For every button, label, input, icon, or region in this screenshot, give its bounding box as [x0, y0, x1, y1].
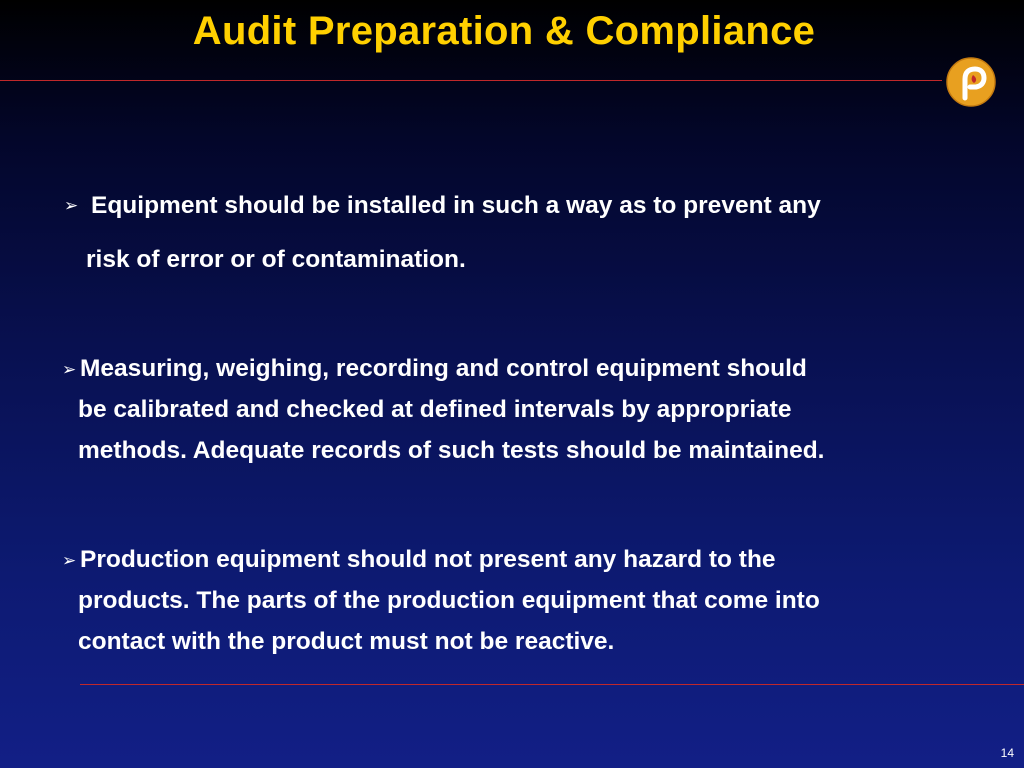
bullet-arrow-icon: ➢	[62, 360, 77, 379]
bullet-line: contact with the product must not be reactive.	[78, 628, 615, 655]
bottom-divider	[80, 684, 1024, 685]
bullet-arrow-icon: ➢	[64, 196, 79, 215]
top-divider	[0, 80, 942, 81]
bullet-line: risk of error or of contamination.	[86, 246, 466, 273]
bullet-line: products. The parts of the production equipment that come into	[78, 587, 820, 614]
page-number: 14	[1000, 746, 1014, 760]
bullet-line: Measuring, weighing, recording and control equipment should	[80, 355, 807, 382]
bullet-arrow-icon: ➢	[62, 551, 77, 570]
slide-title: Audit Preparation & Compliance	[192, 9, 816, 53]
reliance-logo-icon	[946, 57, 996, 107]
bullet-line: Production equipment should not present any hazard to the	[80, 546, 776, 573]
bullet-line: Equipment should be installed in such a way as to prevent any	[91, 192, 821, 219]
bullet-line: be calibrated and checked at defined intervals by appropriate	[78, 396, 792, 423]
bullet-line: methods. Adequate records of such tests should be maintained.	[78, 437, 825, 464]
